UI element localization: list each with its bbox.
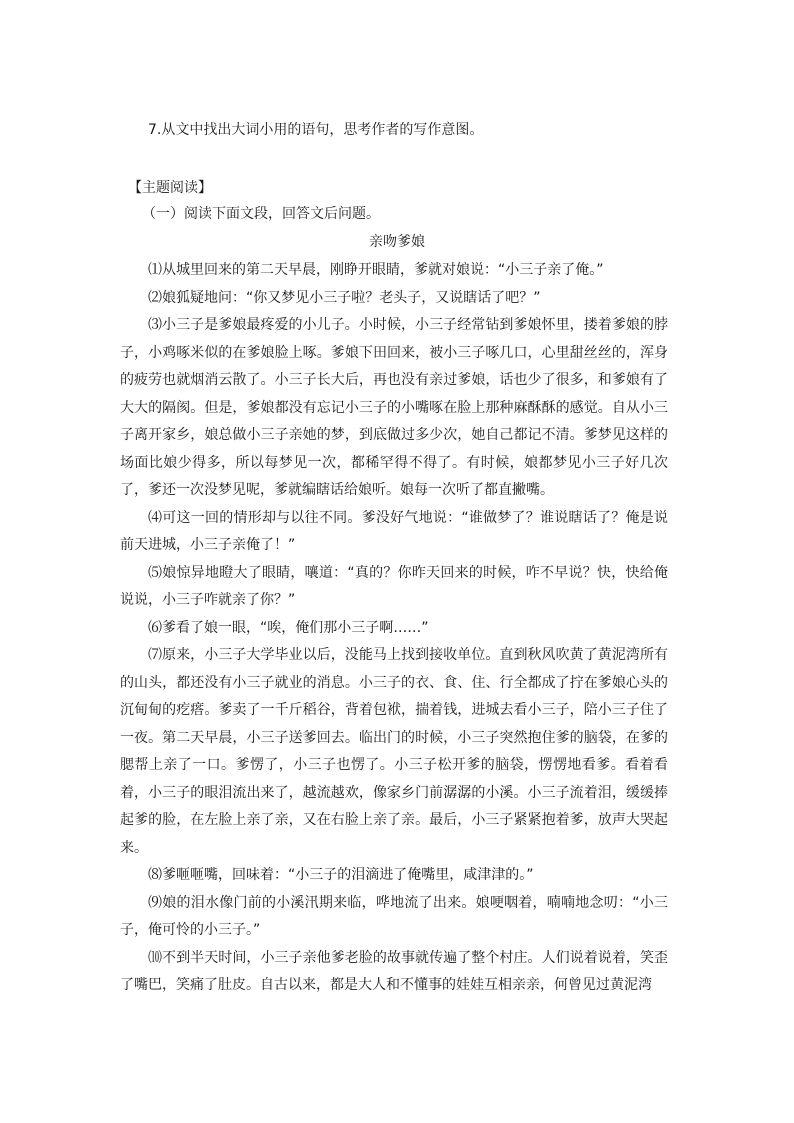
paragraph-8: ⑻爹咂咂嘴，回味着：“小三子的泪滴进了俺嘴里，咸津津的。” [148, 867, 534, 883]
question-7: 7.从文中找出大词小用的语句，思考作者的写作意图。 [148, 122, 484, 138]
article-body [120, 257, 668, 1000]
paragraph-1: ⑴从城里回来的第二天早晨，刚睁开眼睛，爹就对娘说：“小三子亲了俺。” [148, 262, 604, 278]
paragraph-5: ⑸娘惊异地瞪大了眼睛，嚷道：“真的？你昨天回来的时候，咋不早说？快，快给俺说说，小三子咋就亲了你？” [120, 564, 668, 608]
paragraph-2: ⑵娘狐疑地问：“你又梦见小三子啦？老头子，又说瞎话了吧？” [148, 289, 541, 306]
article-title: 亲吻爹娘 [369, 234, 425, 250]
paragraph-9: ⑼娘的泪水像门前的小溪汛期来临，哗地流了出来。娘哽咽着，喃喃地念叨：“小三子，俺可怜的小三子。” [120, 894, 668, 938]
paragraph-10: ⑽不到半天时间，小三子亲他爹老脸的故事就传遍了整个村庄。人们说着说着，笑歪了嘴巴，笑痛了肚皮。自古以来，都是大人和不懂事的娃娃互相亲亲，何曾见过黄泥湾 [120, 949, 668, 993]
paragraph-4: ⑷可这一回的情形却与以往不同。爹没好气地说：“谁做梦了？谁说瞎话了？俺是说前天进城，小三子亲俺了！” [120, 509, 668, 553]
paragraph-6: ⑹爹看了娘一眼，“唉，俺们那小三子啊……” [148, 619, 429, 636]
reading-instruction: （一）阅读下面文段，回答文后问题。 [142, 206, 380, 222]
paragraph-7: ⑺原来，小三子大学毕业以后，没能马上找到接收单位。直到秋风吹黄了黄泥湾所有的山头，都还没有小三子就业的消息。小三子的衣、食、住、行全都成了拧在爹娘心头的沉甸甸的疙瘩。爹卖了一千斤稻谷，背着包袱，揣着钱，进城去看小三子，陪小三子住了一夜。第二天早晨，小三子送爹回去。临出门的时候，小三子突然抱住爹的脑袋，在爹的腮帮上亲了一口。爹愣了，小三子也愣了。小三子松开爹的脑袋，愣愣地看爹。看着看着，小三子的眼泪流出来了，越流越欢，像家乡门前潺潺的小溪。小三子流着泪，缓缓捧起爹的脸，在左脸上亲了亲，又在右脸上亲了亲。最后，小三子紧紧抱着爹，放声大哭起来。 [120, 647, 668, 856]
section-heading: 【主题阅读】 [128, 180, 212, 196]
paragraph-3: ⑶小三子是爹娘最疼爱的小儿子。小时候，小三子经常钻到爹娘怀里，搂着爹娘的脖子，小鸡啄米似的在爹娘脸上啄。爹娘下田回来，被小三子啄几口，心里甜丝丝的，浑身的疲劳也就烟消云散了。小三子长大后，再也没有亲过爹娘，话也少了很多，和爹娘有了大大的隔阂。但是，爹娘都没有忘记小三子的小嘴啄在脸上那种麻酥酥的感觉。自从小三子离开家乡，娘总做小三子亲她的梦，到底做过多少次，她自己都记不清。爹梦见这样的场面比娘少得多，所以每梦见一次，都稀罕得不得了。有时候，娘都梦见小三子好几次了，爹还一次没梦见呢，爹就编瞎话给娘听。娘每一次听了都直撇嘴。 [120, 317, 668, 498]
